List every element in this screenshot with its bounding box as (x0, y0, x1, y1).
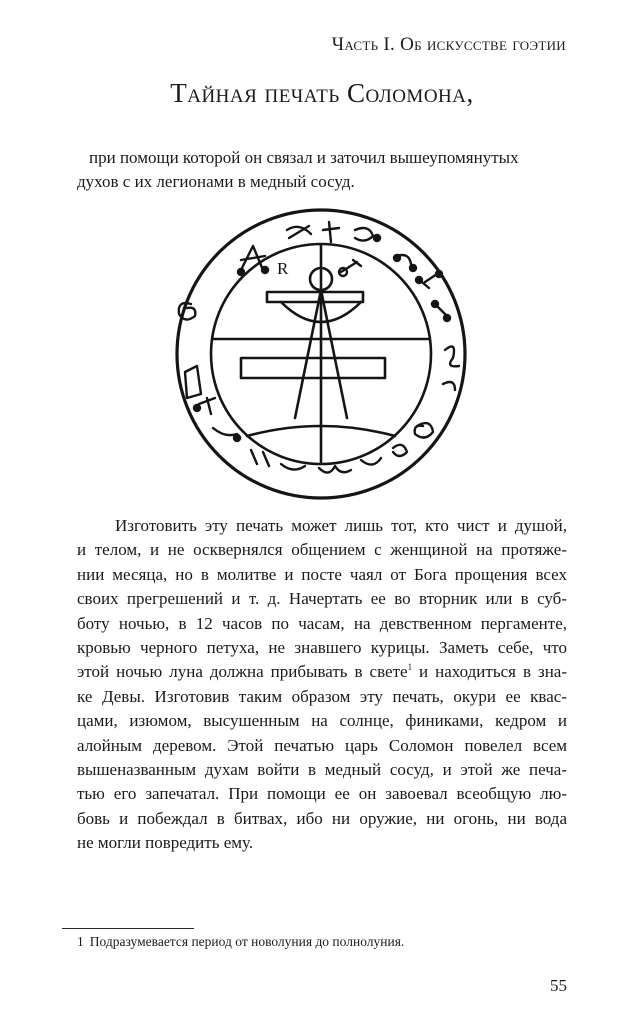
body-line-text: этой ночью луна должна прибывать в свете (77, 662, 408, 682)
footnote (77, 934, 404, 950)
body-line: ке Девы. Изготовив таким образом эту печать, окури ее квас- (77, 686, 567, 706)
body-line: Изготовить эту печать может лишь тот, кто чист и душой, (115, 516, 567, 535)
body-line: своих прегрешений и т. д. Начертать ее во вторник или в суб- (77, 589, 567, 609)
running-head: Часть I. Об искусстве гоэтии (331, 34, 566, 55)
body-line: тью его запечатал. При помощи ее он завоевал всеобщую лю- (77, 784, 567, 804)
body-line-with-footnote-ref (77, 660, 567, 684)
footnote-reference[interactable]: 1 (407, 662, 413, 673)
subtitle-line-2: духов с их легионами в медный сосуд. (77, 172, 355, 191)
subtitle-line-1: при помощи которой он связал и заточил вышеупомянутых (89, 148, 519, 167)
seal-inner-figure (213, 245, 429, 463)
body-line: вышеназванным духам войти в медный сосуд, и этой же печа- (77, 759, 567, 779)
footnote-text: Подразумевается период от новолуния до полнолуния. (89, 934, 405, 949)
footnote-number: 1 (77, 934, 84, 949)
body-line: алойным деревом. Этой печатью царь Соломон повелел всем (77, 735, 567, 755)
seal-sigils (179, 222, 459, 473)
body-line: не могли повредить ему. (77, 833, 254, 853)
solomon-seal-illustration (155, 208, 487, 500)
body-line: и телом, и не осквернялся общением с женщиной на протяже- (77, 540, 567, 560)
seal-letter-r: R (277, 259, 289, 278)
body-line: нии месяца, но в молитве и посте чаял от Бога прощения всех (77, 564, 567, 584)
body-paragraph (77, 514, 567, 855)
body-line: боту ночью, в 12 часов по часам, на девственном пергаменте, (77, 613, 567, 633)
footnote-divider (62, 928, 194, 929)
body-line: кровью черного петуха, не знавшего курицы. Заметь себе, что (77, 637, 567, 657)
page-number: 55 (550, 976, 567, 995)
chapter-title: Тайная печать Соломона, (170, 78, 474, 108)
chapter-subtitle (77, 146, 567, 194)
body-line-text: и находиться в зна- (412, 662, 568, 682)
body-line: цами, изюмом, высушенным на солнце, финиками, кедром и (77, 711, 567, 731)
body-line: бовь и побеждал в битвах, ибо ни оружие, ни огонь, ни вода (77, 808, 567, 828)
